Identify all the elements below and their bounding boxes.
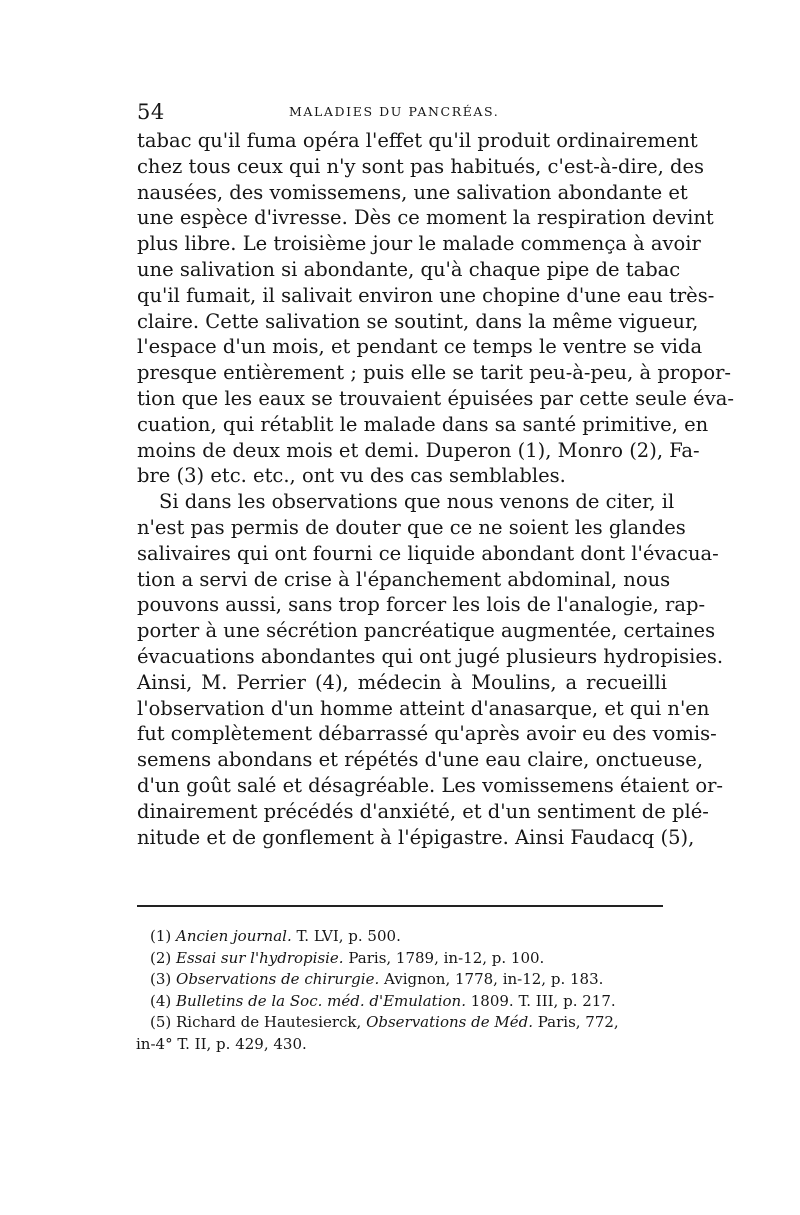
text-line: tion a servi de crise à l'épanchement abdominal, nous <box>137 567 671 591</box>
footnote-author: Richard de Hautesierck, <box>171 1013 367 1031</box>
text-line: chez tous ceux qui n'y sont pas habitués, c'est-à-dire, des <box>137 154 705 178</box>
footnote <box>150 926 670 948</box>
footnote-detail: T. LVI, p. 500. <box>291 927 401 945</box>
text-line: dinairement précédés d'anxiété, et d'un sentiment de plé- <box>137 799 709 823</box>
footnote-divider <box>137 905 663 907</box>
text-line: tabac qu'il fuma opéra l'effet qu'il produit ordinairement <box>137 129 698 152</box>
text-line: bre (3) etc. etc., ont vu des cas semblables. <box>137 464 566 488</box>
text-line: claire. Cette salivation se soutint, dans la même vigueur, <box>137 309 699 333</box>
footnote <box>150 1012 670 1034</box>
footnote-title: Ancien journal. <box>176 927 292 945</box>
text-line: l'observation d'un homme atteint d'anasarque, et qui n'en <box>137 696 710 720</box>
text-line: moins de deux mois et demi. Duperon (1), Monro (2), Fa- <box>137 438 700 462</box>
footnote-number: (2) <box>150 948 172 967</box>
footnote-title: Essai sur l'hydropisie. <box>176 948 344 967</box>
text-line: n'est pas permis de douter que ce ne soient les glandes <box>137 515 686 539</box>
page-header <box>137 100 667 122</box>
footnote-continuation: in-4° T. II, p. 429, 430. <box>136 1034 307 1053</box>
footnote-detail: Avignon, 1778, in-12, p. 183. <box>379 970 604 988</box>
text-line: l'espace d'un mois, et pendant ce temps le ventre se vida <box>137 335 703 359</box>
text-line: une espèce d'ivresse. Dès ce moment la respiration devint <box>137 206 714 230</box>
text-line: tion que les eaux se trouvaient épuisées par cette seule éva- <box>137 386 734 410</box>
body-text <box>137 128 734 850</box>
footnote-number: (3) <box>150 970 172 988</box>
text-line: nausées, des vomissemens, une salivation abondante et <box>137 180 688 204</box>
text-line: porter à une sécrétion pancréatique augmentée, certaines <box>137 619 716 643</box>
footnote-detail: Paris, 772, <box>532 1013 619 1031</box>
footnote-title: Observations de chirurgie. <box>176 970 380 988</box>
text-line: fut complètement débarrassé qu'après avoir eu des vomis- <box>137 722 717 746</box>
footnote <box>150 969 670 991</box>
footnote-detail: Paris, 1789, in-12, p. 100. <box>343 948 545 967</box>
footnotes <box>136 926 670 1055</box>
footnote-title: Observations de Méd. <box>366 1013 533 1031</box>
text-line: cuation, qui rétablit le malade dans sa santé primitive, en <box>137 412 709 436</box>
running-head: MALADIES DU PANCRÉAS. <box>289 104 500 119</box>
footnote-number: (1) <box>150 927 172 945</box>
footnote-number: (4) <box>150 991 172 1010</box>
text-line: qu'il fumait, il salivait environ une chopine d'une eau très- <box>137 283 715 307</box>
text-line: semens abondans et répétés d'une eau claire, onctueuse, <box>137 748 704 772</box>
footnote-detail: 1809. T. III, p. 217. <box>465 991 616 1010</box>
text-line: nitude et de gonflement à l'épigastre. Ainsi Faudacq (5), <box>137 825 695 849</box>
page-number: 54 <box>137 100 165 124</box>
text-line: une salivation si abondante, qu'à chaque pipe de tabac <box>137 257 681 281</box>
text-line: pouvons aussi, sans trop forcer les lois de l'analogie, rap- <box>137 593 706 617</box>
footnote <box>150 948 670 970</box>
text-line: presque entièrement ; puis elle se tarit peu-à-peu, à propor- <box>137 361 731 385</box>
footnote-title: Bulletins de la Soc. méd. d'Emulation. <box>176 991 466 1010</box>
text-line: plus libre. Le troisième jour le malade commença à avoir <box>137 232 701 256</box>
text-line: d'un goût salé et désagréable. Les vomissemens étaient or- <box>137 773 723 797</box>
text-line: évacuations abondantes qui ont jugé plusieurs hydropisies. <box>137 644 724 668</box>
footnote-number: (5) <box>150 1013 172 1031</box>
footnote <box>150 991 670 1013</box>
text-line: Si dans les observations que nous venons de citer, il <box>159 490 675 514</box>
text-line: salivaires qui ont fourni ce liquide abondant dont l'évacua- <box>137 541 719 565</box>
text-line: Ainsi, M. Perrier (4), médecin à Moulins, a recueilli <box>137 670 667 694</box>
